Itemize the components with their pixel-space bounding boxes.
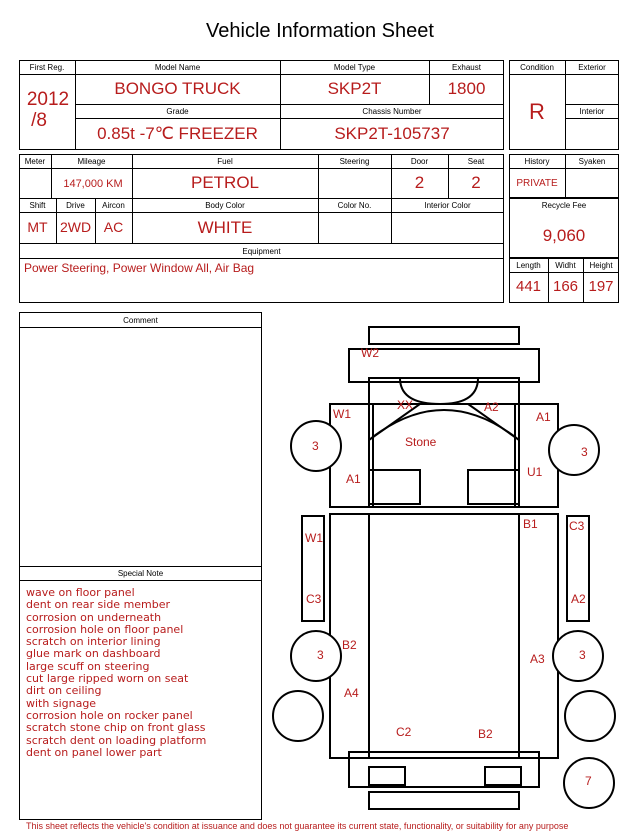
wheel-rl-grade: 3: [317, 648, 324, 662]
special-note-item: large scuff on steering: [26, 659, 150, 673]
mark-u1: U1: [527, 465, 543, 479]
special-note-item: glue mark on dashboard: [26, 647, 161, 661]
special-note-item: with signage: [26, 696, 97, 710]
wheel-rear-left-outer: [273, 691, 323, 741]
disclaimer-footer: This sheet reflects the vehicle's condition at issuance and does not guarantee its current state, functionality, or suitability for any purpose: [26, 821, 569, 831]
special-note-label: Special Note: [117, 569, 164, 578]
length-value: 441: [515, 278, 542, 295]
grade-value: 0.85t -7℃ FREEZER: [97, 124, 258, 143]
exhaust-label: Exhaust: [452, 63, 481, 72]
wheel-rear-right-outer: [565, 691, 615, 741]
special-note-item: scratch stone chip on front glass: [26, 721, 206, 735]
mark-c2: C2: [396, 725, 412, 739]
mark-xx: XX: [397, 398, 414, 412]
special-note-item: dirt on ceiling: [26, 684, 102, 698]
mileage-label: Mileage: [77, 157, 106, 166]
wheel-rear-left: [291, 631, 341, 681]
seat-value: 2: [471, 173, 481, 192]
interior-color-label: Interior Color: [424, 201, 471, 210]
mark-a1-right: A1: [536, 410, 551, 424]
condition-label: Condition: [520, 63, 554, 72]
mark-b2-left: B2: [342, 638, 357, 652]
special-note-item: dent on panel lower part: [26, 745, 162, 759]
rear-bumper: [369, 792, 519, 809]
body-color-value: WHITE: [197, 218, 253, 237]
page-title: Vehicle Information Sheet: [206, 20, 434, 42]
model-name-value: BONGO TRUCK: [114, 79, 241, 98]
aircon-label: Aircon: [102, 201, 125, 210]
special-note-item: corrosion hole on floor panel: [26, 622, 184, 636]
wheel-rear-right: [553, 631, 603, 681]
special-note-item: corrosion hole on rocker panel: [26, 708, 193, 722]
height-value: 197: [588, 278, 614, 295]
front-bumper: [369, 327, 519, 344]
fuel-label: Fuel: [217, 157, 233, 166]
special-note-item: dent on rear side member: [26, 598, 171, 612]
interior-label: Interior: [579, 107, 605, 116]
door-value: 2: [414, 173, 425, 192]
special-note-item: wave on floor panel: [26, 586, 135, 599]
aircon-value: AC: [103, 219, 124, 235]
mark-a4: A4: [344, 686, 359, 700]
special-note-item: scratch on interior lining: [26, 635, 161, 649]
fuel-value: PETROL: [190, 173, 260, 192]
model-type-label: Model Type: [333, 63, 376, 72]
first-reg-label: First Reg.: [29, 63, 65, 72]
equipment-value: Power Steering, Power Window All, Air Bag: [24, 261, 255, 275]
first-reg-month: /8: [31, 110, 47, 131]
mark-b1: B1: [523, 517, 538, 531]
special-note-item: corrosion on underneath: [26, 610, 162, 624]
equipment-label: Equipment: [242, 247, 281, 256]
mark-b2-bottom: B2: [478, 727, 493, 741]
mark-c3-left: C3: [306, 592, 322, 606]
wheel-fl-grade: 3: [312, 439, 319, 453]
width-label: Widht: [555, 261, 576, 270]
mark-a3: A3: [530, 652, 545, 666]
steering-label: Steering: [339, 157, 370, 166]
model-name-label: Model Name: [154, 63, 201, 72]
cargo-floor: [369, 514, 519, 758]
mark-a2-top: A2: [484, 400, 499, 414]
recycle-fee-label: Recycle Fee: [541, 201, 587, 210]
width-value: 166: [552, 278, 579, 295]
special-note-item: scratch dent on loading platform: [26, 733, 207, 747]
mark-stone: Stone: [405, 435, 437, 449]
seat-label: Seat: [467, 157, 485, 166]
spare-grade: 7: [585, 774, 592, 788]
recycle-fee-value: 9,060: [542, 226, 586, 245]
height-label: Height: [589, 261, 613, 270]
comment-label: Comment: [123, 316, 158, 325]
chassis-number-label: Chassis Number: [362, 107, 422, 116]
mark-a2-right: A2: [571, 592, 586, 606]
shift-label: Shift: [29, 201, 46, 210]
mark-w1-side: W1: [305, 531, 323, 545]
model-type-value: SKP2T: [327, 79, 382, 98]
meter-label: Meter: [24, 157, 46, 166]
door-label: Door: [410, 157, 429, 166]
color-no-label: Color No.: [337, 201, 372, 210]
chassis-number-value: SKP2T-105737: [334, 124, 450, 143]
wheel-rr-grade: 3: [579, 648, 586, 662]
condition-value: R: [529, 99, 545, 124]
drive-label: Drive: [66, 201, 85, 210]
wheel-front-right: [549, 425, 599, 475]
cargo-box: [330, 514, 558, 758]
syaken-label: Syaken: [578, 157, 606, 166]
drive-value: 2WD: [59, 219, 92, 235]
special-note-item: cut large ripped worn on seat: [26, 672, 189, 686]
windshield: [369, 410, 519, 507]
grade-label: Grade: [166, 107, 189, 116]
mark-w1-left: W1: [333, 407, 351, 421]
exhaust-value: 1800: [447, 79, 486, 98]
length-label: Length: [516, 261, 541, 270]
mark-a1-left: A1: [346, 472, 361, 486]
history-label: History: [524, 157, 550, 166]
exterior-label: Exterior: [578, 63, 606, 72]
mark-c3-right: C3: [569, 519, 585, 533]
first-reg-year: 2012: [26, 89, 70, 110]
body-color-label: Body Color: [205, 201, 245, 210]
shift-value: MT: [27, 219, 48, 235]
history-value: PRIVATE: [516, 178, 558, 189]
mileage-value: 147,000 KM: [63, 178, 123, 190]
wheel-fr-grade: 3: [581, 445, 588, 459]
mark-w2: W2: [361, 346, 379, 360]
